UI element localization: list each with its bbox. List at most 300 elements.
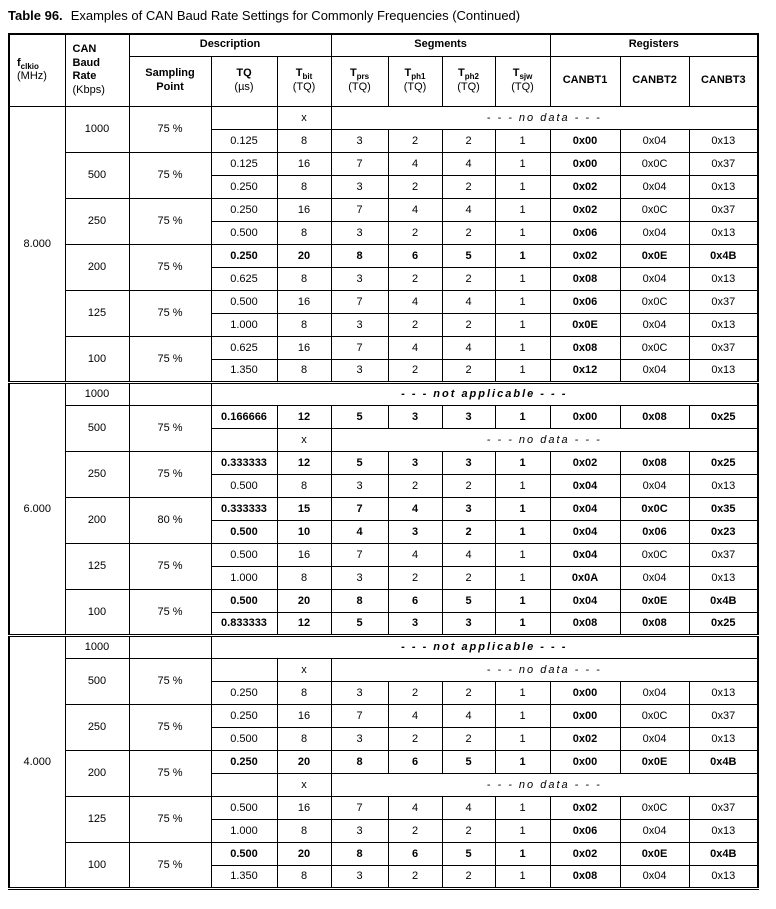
- baud-rate-cell: 500: [65, 405, 129, 451]
- tsjw-cell: 1: [495, 796, 550, 819]
- canbt1-cell: 0x02: [550, 175, 620, 198]
- canbt2-cell: 0x04: [620, 819, 689, 842]
- tph2-cell: 2: [442, 819, 495, 842]
- canbt3-cell: 0x37: [689, 152, 758, 175]
- tq-cell: 0.500: [211, 796, 277, 819]
- canbt2-cell: 0x08: [620, 405, 689, 428]
- tq-cell: 0.333333: [211, 497, 277, 520]
- tprs-cell: 3: [331, 865, 388, 888]
- table-row: [9, 543, 758, 566]
- tph1-cell: 2: [388, 313, 442, 336]
- sampling-point-cell: 75 %: [129, 405, 211, 451]
- tph1-cell: 2: [388, 819, 442, 842]
- tsjw-cell: 1: [495, 681, 550, 704]
- tprs-cell: 3: [331, 727, 388, 750]
- frequency-cell: 8.000: [9, 106, 65, 382]
- sampling-point-cell: 75 %: [129, 750, 211, 796]
- sampling-header-line: Point: [156, 81, 184, 93]
- tsjw-cell: 1: [495, 313, 550, 336]
- table-row: [9, 750, 758, 773]
- tprs-cell: 7: [331, 152, 388, 175]
- canbt3-cell: 0x13: [689, 359, 758, 382]
- sampling-point-cell: 75 %: [129, 152, 211, 198]
- canbt1-cell: 0x08: [550, 612, 620, 635]
- canbt3-cell: 0x13: [689, 175, 758, 198]
- tph2-cell: 4: [442, 336, 495, 359]
- canbt1-cell: 0x00: [550, 129, 620, 152]
- col-header-tph2: [442, 56, 495, 106]
- tph1-header-subscript: ph1: [411, 72, 426, 82]
- table-caption: [8, 8, 520, 23]
- canbt3-cell: 0x4B: [689, 750, 758, 773]
- table-row: [9, 635, 758, 658]
- baud-rate-cell: 100: [65, 589, 129, 635]
- tbit-cell: 20: [277, 750, 331, 773]
- col-header-canbt2: CANBT2: [620, 56, 689, 106]
- canbt1-cell: 0x08: [550, 336, 620, 359]
- table-row: [9, 497, 758, 520]
- canbt1-cell: 0x00: [550, 681, 620, 704]
- tph1-cell: 2: [388, 221, 442, 244]
- tph1-cell: 3: [388, 520, 442, 543]
- tprs-cell: 7: [331, 543, 388, 566]
- tph1-header-label: T: [404, 67, 412, 80]
- canbt1-cell: 0x02: [550, 198, 620, 221]
- tbit-cell: 15: [277, 497, 331, 520]
- tph2-cell: 5: [442, 589, 495, 612]
- col-header-tbit: [277, 56, 331, 106]
- tbit-cell: 16: [277, 336, 331, 359]
- tsjw-cell: 1: [495, 819, 550, 842]
- baud-rate-cell: 100: [65, 336, 129, 382]
- canbt2-cell: 0x0C: [620, 336, 689, 359]
- tq-cell: [211, 428, 277, 451]
- col-header-tsjw: [495, 56, 550, 106]
- canbt3-cell: 0x37: [689, 290, 758, 313]
- tph1-cell: 2: [388, 474, 442, 497]
- canbt3-cell: 0x25: [689, 451, 758, 474]
- canbt3-cell: 0x25: [689, 612, 758, 635]
- tph1-cell: 6: [388, 750, 442, 773]
- tsjw-cell: 1: [495, 520, 550, 543]
- tph2-cell: 2: [442, 865, 495, 888]
- tq-cell: 0.500: [211, 290, 277, 313]
- tbit-cell: 16: [277, 796, 331, 819]
- sampling-point-cell: 75 %: [129, 704, 211, 750]
- tbit-cell: x: [277, 428, 331, 451]
- canbt1-cell: 0x02: [550, 727, 620, 750]
- sampling-point-cell: [129, 635, 211, 658]
- baud-rate-cell: 500: [65, 152, 129, 198]
- canbt2-cell: 0x04: [620, 129, 689, 152]
- canbt3-cell: 0x13: [689, 129, 758, 152]
- no-data-cell: - - - no data - - -: [331, 658, 758, 681]
- baud-rate-cell: 200: [65, 497, 129, 543]
- tq-cell: 0.250: [211, 198, 277, 221]
- tq-cell: 1.350: [211, 359, 277, 382]
- canbt2-cell: 0x0E: [620, 750, 689, 773]
- tsjw-cell: 1: [495, 175, 550, 198]
- tsjw-cell: 1: [495, 842, 550, 865]
- tph1-cell: 2: [388, 175, 442, 198]
- tph2-cell: 2: [442, 313, 495, 336]
- baud-header-unit: (Kbps): [72, 84, 105, 96]
- tph1-cell: 2: [388, 129, 442, 152]
- tph1-cell: 2: [388, 727, 442, 750]
- col-header-baud-rate: [65, 34, 129, 106]
- tph2-cell: 2: [442, 566, 495, 589]
- tph2-cell: 5: [442, 750, 495, 773]
- not-applicable-cell: - - - not applicable - - -: [211, 382, 758, 405]
- group-header-segments: Segments: [331, 34, 550, 56]
- tph2-cell: 3: [442, 405, 495, 428]
- fclk-subscript: clkio: [20, 61, 39, 71]
- tbit-cell: 8: [277, 221, 331, 244]
- tph2-cell: 3: [442, 451, 495, 474]
- sampling-point-cell: 75 %: [129, 198, 211, 244]
- sampling-header-line: Sampling: [145, 67, 195, 80]
- tq-cell: 0.250: [211, 750, 277, 773]
- baud-rate-cell: 100: [65, 842, 129, 888]
- tbit-cell: x: [277, 106, 331, 129]
- tbit-cell: 16: [277, 290, 331, 313]
- tsjw-cell: 1: [495, 865, 550, 888]
- tprs-header-subscript: prs: [356, 72, 370, 82]
- tq-header-unit: (µs): [234, 81, 254, 93]
- tsjw-cell: 1: [495, 543, 550, 566]
- tph2-cell: 2: [442, 267, 495, 290]
- canbt1-cell: 0x00: [550, 750, 620, 773]
- tbit-cell: 20: [277, 589, 331, 612]
- canbt2-cell: 0x04: [620, 175, 689, 198]
- tbit-cell: 8: [277, 819, 331, 842]
- tbit-cell: 8: [277, 359, 331, 382]
- baud-table-body: [9, 106, 758, 888]
- canbt3-cell: 0x13: [689, 313, 758, 336]
- tbit-cell: 20: [277, 244, 331, 267]
- tq-cell: 0.500: [211, 727, 277, 750]
- canbt3-cell: 0x13: [689, 681, 758, 704]
- tsjw-cell: 1: [495, 704, 550, 727]
- tph2-cell: 2: [442, 221, 495, 244]
- tsjw-cell: 1: [495, 612, 550, 635]
- tbit-cell: 8: [277, 681, 331, 704]
- canbt2-cell: 0x04: [620, 221, 689, 244]
- tbit-cell: 12: [277, 405, 331, 428]
- tbit-cell: 8: [277, 566, 331, 589]
- canbt3-cell: 0x37: [689, 704, 758, 727]
- tph1-cell: 2: [388, 267, 442, 290]
- baud-rate-cell: 500: [65, 658, 129, 704]
- tprs-cell: 7: [331, 290, 388, 313]
- tph2-cell: 3: [442, 612, 495, 635]
- tbit-cell: 8: [277, 175, 331, 198]
- canbt3-cell: 0x35: [689, 497, 758, 520]
- sampling-point-cell: [129, 382, 211, 405]
- tq-cell: 1.000: [211, 819, 277, 842]
- tprs-cell: 3: [331, 681, 388, 704]
- sampling-point-cell: 75 %: [129, 336, 211, 382]
- baud-rate-cell: 200: [65, 750, 129, 796]
- tprs-cell: 8: [331, 750, 388, 773]
- tprs-cell: 5: [331, 451, 388, 474]
- tph1-cell: 2: [388, 566, 442, 589]
- canbt3-cell: 0x4B: [689, 244, 758, 267]
- tprs-cell: 3: [331, 221, 388, 244]
- canbt2-cell: 0x0C: [620, 796, 689, 819]
- tsjw-cell: 1: [495, 267, 550, 290]
- canbt1-cell: 0x08: [550, 865, 620, 888]
- tq-cell: 1.000: [211, 313, 277, 336]
- tq-cell: 1.350: [211, 865, 277, 888]
- sampling-point-cell: 75 %: [129, 658, 211, 704]
- frequency-cell: 6.000: [9, 382, 65, 635]
- canbt1-cell: 0x06: [550, 221, 620, 244]
- table-row: [9, 106, 758, 129]
- tph2-cell: 2: [442, 520, 495, 543]
- canbt2-cell: 0x0E: [620, 589, 689, 612]
- tsjw-cell: 1: [495, 290, 550, 313]
- tph1-cell: 6: [388, 589, 442, 612]
- baud-rate-cell: 1000: [65, 382, 129, 405]
- col-header-fclk: [9, 34, 65, 106]
- tbit-cell: 8: [277, 313, 331, 336]
- tprs-cell: 8: [331, 842, 388, 865]
- tph1-cell: 2: [388, 865, 442, 888]
- tph2-cell: 2: [442, 129, 495, 152]
- col-header-sampling-point: [129, 56, 211, 106]
- baud-header-line: Rate: [72, 70, 97, 83]
- tph2-header-label: T: [458, 67, 465, 80]
- tph1-cell: 4: [388, 336, 442, 359]
- col-header-tprs: [331, 56, 388, 106]
- canbt1-cell: 0x04: [550, 543, 620, 566]
- sampling-point-cell: 75 %: [129, 451, 211, 497]
- tprs-cell: 8: [331, 589, 388, 612]
- canbt3-cell: 0x25: [689, 405, 758, 428]
- tbit-header-label: T: [295, 67, 303, 80]
- tph2-cell: 5: [442, 842, 495, 865]
- baud-header-line: CAN: [72, 42, 97, 55]
- table-row: [9, 589, 758, 612]
- tph1-cell: 4: [388, 543, 442, 566]
- table-row: [9, 152, 758, 175]
- tbit-cell: 8: [277, 129, 331, 152]
- tq-cell: 0.500: [211, 589, 277, 612]
- col-header-canbt3: CANBT3: [689, 56, 758, 106]
- tbit-cell: 20: [277, 842, 331, 865]
- canbt1-cell: 0x04: [550, 520, 620, 543]
- tph1-cell: 6: [388, 244, 442, 267]
- sampling-point-cell: 75 %: [129, 290, 211, 336]
- tph1-cell: 4: [388, 290, 442, 313]
- tph2-cell: 4: [442, 543, 495, 566]
- tbit-header-subscript: bit: [302, 72, 313, 82]
- canbt1-cell: 0x02: [550, 244, 620, 267]
- tsjw-cell: 1: [495, 589, 550, 612]
- table-row: [9, 244, 758, 267]
- canbt3-cell: 0x13: [689, 865, 758, 888]
- tph2-cell: 4: [442, 152, 495, 175]
- tph2-cell: 2: [442, 175, 495, 198]
- canbt2-cell: 0x04: [620, 359, 689, 382]
- tsjw-cell: 1: [495, 198, 550, 221]
- table-title-text: Examples of CAN Baud Rate Settings for Commonly Frequencies (Continued): [70, 8, 521, 23]
- tprs-cell: 7: [331, 497, 388, 520]
- canbt1-cell: 0x00: [550, 704, 620, 727]
- tph1-cell: 3: [388, 405, 442, 428]
- tsjw-header-unit: (TQ): [511, 81, 534, 93]
- baud-rate-cell: 125: [65, 543, 129, 589]
- baud-rate-table: [8, 33, 759, 890]
- table-row: [9, 704, 758, 727]
- baud-rate-cell: 250: [65, 704, 129, 750]
- canbt3-cell: 0x13: [689, 727, 758, 750]
- table-row: [9, 842, 758, 865]
- tq-cell: 0.500: [211, 221, 277, 244]
- canbt2-cell: 0x04: [620, 313, 689, 336]
- fclk-symbol: f: [17, 56, 21, 69]
- tprs-cell: 5: [331, 612, 388, 635]
- tbit-cell: x: [277, 658, 331, 681]
- baud-rate-cell: 1000: [65, 635, 129, 658]
- canbt1-cell: 0x06: [550, 819, 620, 842]
- tq-cell: [211, 106, 277, 129]
- tprs-header-label: T: [349, 67, 357, 80]
- tq-cell: 0.250: [211, 175, 277, 198]
- canbt2-cell: 0x04: [620, 727, 689, 750]
- canbt2-cell: 0x0C: [620, 543, 689, 566]
- tph2-header-unit: (TQ): [457, 81, 480, 93]
- tsjw-cell: 1: [495, 497, 550, 520]
- no-data-cell: - - - no data - - -: [331, 106, 758, 129]
- tprs-cell: 5: [331, 405, 388, 428]
- table-row: [9, 796, 758, 819]
- no-data-cell: - - - no data - - -: [331, 428, 758, 451]
- canbt2-cell: 0x04: [620, 566, 689, 589]
- frequency-cell: 4.000: [9, 635, 65, 888]
- tprs-cell: 3: [331, 267, 388, 290]
- tq-cell: 1.000: [211, 566, 277, 589]
- tprs-cell: 7: [331, 796, 388, 819]
- tprs-cell: 3: [331, 313, 388, 336]
- canbt3-cell: 0x13: [689, 267, 758, 290]
- tq-cell: 0.833333: [211, 612, 277, 635]
- canbt1-cell: 0x04: [550, 474, 620, 497]
- baud-rate-cell: 250: [65, 451, 129, 497]
- tbit-header-unit: (TQ): [292, 81, 316, 93]
- tph2-cell: 5: [442, 244, 495, 267]
- tph1-cell: 6: [388, 842, 442, 865]
- fclk-unit: (MHz): [17, 70, 47, 83]
- canbt1-cell: 0x02: [550, 451, 620, 474]
- tph1-cell: 4: [388, 497, 442, 520]
- not-applicable-cell: - - - not applicable - - -: [211, 635, 758, 658]
- sampling-point-cell: 75 %: [129, 842, 211, 888]
- table-row: [9, 405, 758, 428]
- tprs-cell: 7: [331, 198, 388, 221]
- tbit-cell: 12: [277, 451, 331, 474]
- tbit-cell: 8: [277, 865, 331, 888]
- canbt3-cell: 0x4B: [689, 842, 758, 865]
- canbt1-cell: 0x0A: [550, 566, 620, 589]
- canbt3-cell: 0x37: [689, 336, 758, 359]
- canbt2-cell: 0x0E: [620, 842, 689, 865]
- canbt3-cell: 0x37: [689, 198, 758, 221]
- tph2-cell: 2: [442, 359, 495, 382]
- canbt3-cell: 0x13: [689, 819, 758, 842]
- table-header: [9, 34, 758, 106]
- tq-cell: 0.250: [211, 244, 277, 267]
- tbit-cell: 16: [277, 152, 331, 175]
- table-row: [9, 451, 758, 474]
- tprs-cell: 3: [331, 474, 388, 497]
- tsjw-header-subscript: sjw: [519, 72, 533, 82]
- tsjw-cell: 1: [495, 129, 550, 152]
- no-data-cell: - - - no data - - -: [331, 773, 758, 796]
- tph2-header-subscript: ph2: [464, 72, 480, 82]
- tq-cell: 0.250: [211, 704, 277, 727]
- canbt2-cell: 0x0C: [620, 152, 689, 175]
- tprs-cell: 3: [331, 175, 388, 198]
- canbt2-cell: 0x08: [620, 612, 689, 635]
- table-row: [9, 198, 758, 221]
- sampling-point-cell: 75 %: [129, 244, 211, 290]
- header-group-row: [9, 34, 758, 56]
- table-row: [9, 382, 758, 405]
- tsjw-cell: 1: [495, 727, 550, 750]
- canbt1-cell: 0x0E: [550, 313, 620, 336]
- tq-cell: [211, 658, 277, 681]
- tq-cell: [211, 773, 277, 796]
- tbit-cell: 8: [277, 474, 331, 497]
- col-header-tq: [211, 56, 277, 106]
- canbt2-cell: 0x0C: [620, 704, 689, 727]
- tsjw-cell: 1: [495, 451, 550, 474]
- baud-rate-cell: 125: [65, 796, 129, 842]
- tbit-cell: 16: [277, 704, 331, 727]
- canbt2-cell: 0x0E: [620, 244, 689, 267]
- tbit-cell: x: [277, 773, 331, 796]
- canbt1-cell: 0x02: [550, 796, 620, 819]
- sampling-point-cell: 80 %: [129, 497, 211, 543]
- baud-rate-cell: 200: [65, 244, 129, 290]
- canbt3-cell: 0x13: [689, 566, 758, 589]
- group-header-registers: Registers: [550, 34, 758, 56]
- canbt1-cell: 0x00: [550, 152, 620, 175]
- tprs-cell: 3: [331, 129, 388, 152]
- baud-rate-cell: 125: [65, 290, 129, 336]
- tq-cell: 0.500: [211, 543, 277, 566]
- tq-header-label: TQ: [236, 67, 252, 80]
- tsjw-cell: 1: [495, 244, 550, 267]
- tph1-cell: 3: [388, 451, 442, 474]
- tprs-cell: 7: [331, 336, 388, 359]
- baud-rate-cell: 250: [65, 198, 129, 244]
- tph1-cell: 4: [388, 198, 442, 221]
- canbt1-cell: 0x12: [550, 359, 620, 382]
- tsjw-cell: 1: [495, 474, 550, 497]
- canbt3-cell: 0x4B: [689, 589, 758, 612]
- tbit-cell: 12: [277, 612, 331, 635]
- baud-header-line: Baud: [72, 56, 100, 69]
- tph2-cell: 3: [442, 497, 495, 520]
- tsjw-cell: 1: [495, 750, 550, 773]
- tbit-cell: 8: [277, 727, 331, 750]
- tprs-cell: 7: [331, 704, 388, 727]
- canbt3-cell: 0x13: [689, 221, 758, 244]
- tph1-cell: 4: [388, 796, 442, 819]
